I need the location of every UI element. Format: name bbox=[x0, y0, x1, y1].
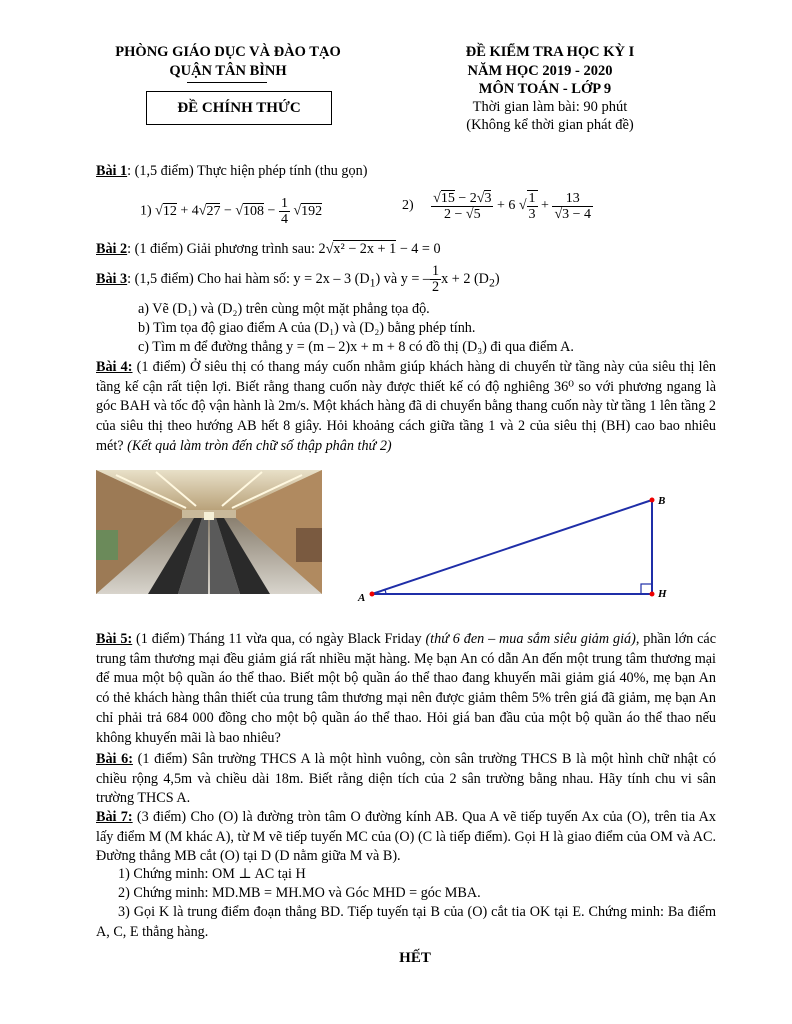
sqrt-108: 108 bbox=[243, 203, 265, 219]
bai1-item-2-number: 2) bbox=[402, 198, 414, 213]
bai1-statement bbox=[96, 162, 716, 182]
bai7-q2: 2) Chứng minh: MD.MB = MH.MO và Góc MHD = góc MBA. bbox=[118, 885, 481, 901]
bai3-b: b) Tìm tọa độ giao điểm A của (D₁) và (D₂) bằng phép tính. bbox=[138, 320, 476, 336]
label-a: A bbox=[358, 592, 366, 604]
sqrt-one-third bbox=[527, 190, 538, 222]
bai3-text2: ) và y = – bbox=[375, 270, 431, 287]
eq-coef: 2 bbox=[318, 241, 326, 257]
bai3-c: c) Tìm m để đường thẳng y = (m – 2)x + m + 8 có đồ thị (D₃) đi qua điểm A. bbox=[138, 339, 574, 355]
triangle-figure bbox=[350, 490, 680, 605]
bai4-text: (1 điểm) Ở siêu thị có thang máy cuốn nhằm giúp khách hàng di chuyển từ tầng này của siêu thị lên tầng kế cận rất tiện lợi. Biết rằng thang cuốn này được thiết kế có độ nghiêng 36⁰ so với phương ngang là góc BAH và tốc độ vận hành là 2m/s. Một khách hàng đã di chuyển bằng thang cuốn này từ tầng 1 lên tầng 2 của siêu thị theo hướng AB hết 8 giây. Hỏi khoảng cách giữa tầng 1 và 2 của siêu thị (BH) cao bao nhiêu mét? bbox=[96, 359, 716, 454]
bai5-label: Bài 5: bbox=[96, 631, 133, 647]
bai5-statement bbox=[96, 630, 716, 748]
bai5-italic: (thứ 6 đen – mua sắm siêu giảm giá) bbox=[425, 631, 636, 647]
subject: MÔN TOÁN - LỚP 9 bbox=[478, 81, 612, 97]
bai3-text1: : (1,5 điểm) Cho hai hàm số: y = 2x – 3 (D bbox=[127, 270, 370, 287]
fraction-numerator: 1 bbox=[280, 196, 288, 211]
bai4-note: (Kết quả làm tròn đến chữ số thập phân thứ 2) bbox=[127, 437, 392, 454]
time-allowed: Thời gian làm bài: 90 phút bbox=[472, 99, 628, 115]
fraction-denominator: 4 bbox=[280, 212, 288, 227]
exam-title: ĐỀ KIỂM TRA HỌC KỲ I bbox=[465, 44, 635, 60]
bai2-statement: Bài 2: (1 điểm) Giải phương trình sau: 2√x² − 2x + 1 − 4 = 0 bbox=[96, 241, 441, 257]
sqrt-3-den: 3 bbox=[562, 206, 570, 222]
district-name: QUẬN TÂN BÌNH bbox=[169, 63, 287, 79]
sqrt-192: 192 bbox=[301, 203, 323, 219]
label-b: B bbox=[658, 495, 666, 507]
sqrt-12: 12 bbox=[162, 203, 177, 219]
bai1-text: : (1,5 điểm) Thực hiện phép tính (thu gọn) bbox=[127, 163, 368, 179]
label-h: H bbox=[658, 588, 667, 600]
bai1-expression-2: 2) $\frac{√15 - 2√3}{2 - √5}$ + 6 √ $\frac{1}{3}$ + $\frac{13}{√3 - 4}$ bbox=[402, 190, 592, 222]
bai3-label: Bài 3 bbox=[96, 270, 128, 287]
bai7-text: (3 điểm) Cho (O) là đường tròn tâm O đường kính AB. Qua A vẽ tiếp tuyến Ax của (O), trên tia Ax lấy điểm M (M khác A), từ M vẽ tiếp tuyến MC của (O) (C là tiếp điểm). Gọi H là giao điểm của OM và AC. Đường thẳng MB cắt (O) tại D (D nằm giữa M và B). bbox=[96, 809, 716, 865]
bai2-text: : (1 điểm) Giải phương trình sau: bbox=[127, 241, 319, 257]
bai3-a: a) Vẽ (D₁) và (D₂) trên cùng một mặt phẳng tọa độ. bbox=[138, 301, 430, 317]
school-year: NĂM HỌC 2019 - 2020 bbox=[467, 63, 613, 79]
point-a bbox=[370, 592, 375, 597]
bai1-label: Bài 1 bbox=[96, 163, 128, 179]
sqrt-3: 3 bbox=[484, 190, 492, 206]
minus-2: − bbox=[267, 203, 276, 219]
bai7-q1: 1) Chứng minh: OM ⊥ AC tại H bbox=[118, 866, 306, 882]
bai6-label: Bài 6: bbox=[96, 751, 133, 767]
third-numerator: 1 bbox=[528, 191, 536, 206]
eq-rest: − 4 = 0 bbox=[396, 241, 441, 257]
plus: + bbox=[541, 198, 549, 213]
bai6-statement bbox=[96, 750, 716, 809]
department-name: PHÒNG GIÁO DỤC VÀ ĐÀO TẠO bbox=[115, 44, 341, 60]
point-h bbox=[650, 592, 655, 597]
minus-four: − 4 bbox=[569, 206, 592, 222]
point-b bbox=[650, 498, 655, 503]
fraction-one-quarter bbox=[279, 196, 290, 227]
escalator-photo bbox=[96, 470, 322, 594]
bai5-text1: (1 điểm) Tháng 11 vừa qua, có ngày Black Friday bbox=[132, 631, 426, 647]
eq-radicand: x² − 2x + 1 bbox=[333, 241, 397, 257]
side-ab bbox=[372, 500, 652, 594]
thirteen: 13 bbox=[552, 191, 593, 207]
bai4-statement bbox=[96, 358, 716, 457]
bai3-text3: x + 2 (D bbox=[441, 270, 489, 287]
bai6-text: (1 điểm) Sân trường THCS A là một hình vuông, còn sân trường THCS B là một hình chữ nhật có chiều rộng 4,5m và chiều dài 18m. Biết rằng diện tích của 2 sân trường bằng nhau. Hãy tính chu vi sân trường THCS A. bbox=[96, 751, 716, 807]
official-exam-box: ĐỀ CHÍNH THỨC bbox=[146, 91, 332, 125]
bai7-statement bbox=[96, 808, 716, 867]
end-marker: HẾT bbox=[399, 950, 431, 966]
bai1-expression-1: 1) √12 + 4√27 − √108 − $\frac{1}{4}$ √192 bbox=[140, 196, 323, 227]
bai7-q3: 3) Gọi K là trung điểm đoạn thẳng BD. Tiếp tuyến tại B của (O) cắt tia OK tại E. Chứng minh: Ba điểm A, C, E thẳng hàng. bbox=[96, 904, 716, 940]
third-denominator: 3 bbox=[528, 207, 536, 222]
bai1-item-1-number: 1) bbox=[140, 203, 152, 219]
sqrt-5: 5 bbox=[473, 206, 481, 222]
bai3-text4: ) bbox=[494, 270, 500, 287]
two-minus: 2 − bbox=[444, 206, 466, 222]
bai3-sub1: 1 bbox=[369, 275, 376, 290]
sqrt-27: 27 bbox=[206, 203, 221, 219]
sqrt-15: 15 bbox=[440, 190, 455, 206]
bai3-half bbox=[430, 264, 441, 295]
plus-six: + 6 bbox=[496, 198, 516, 213]
bai5-text2: , phần lớn các trung tâm thương mại đều giảm giá rất nhiều mặt hàng. Mẹ bạn An có dẫn An đến một trung tâm thương mại để mua một bộ quần áo thể thao. Biết một bộ quần áo thể thao đang khuyến mãi giảm giá 40%, mẹ bạn An có thẻ khách hàng thân thiết của trung tâm thương mại nên được giảm thêm 5% trên giá đã giảm, mẹ bạn An chỉ phải trả 684 000 đồng cho một bộ quần áo thể thao. Hỏi giá ban đầu của một bộ quần áo thể thao nếu không khuyến mãi là bao nhiêu? bbox=[96, 631, 717, 746]
time-note: (Không kể thời gian phát đề) bbox=[466, 117, 634, 133]
plus-4: + 4 bbox=[180, 203, 199, 219]
minus-two: − 2 bbox=[454, 190, 477, 206]
fraction-13: $\frac{13}{√3 - 4}$ bbox=[554, 190, 592, 222]
bai2-label: Bài 2 bbox=[96, 241, 128, 257]
half-num: 1 bbox=[432, 263, 440, 279]
bai4-label: Bài 4: bbox=[96, 359, 133, 375]
minus-1: − bbox=[223, 203, 232, 219]
bai3-sub2: 2 bbox=[488, 275, 495, 290]
bai3-statement bbox=[96, 264, 716, 295]
fraction-big: $\frac{√15 - 2√3}{2 - √5}$ bbox=[433, 190, 492, 222]
header-underline bbox=[187, 82, 267, 83]
bai7-label: Bài 7: bbox=[96, 809, 133, 825]
half-den: 2 bbox=[432, 279, 440, 295]
